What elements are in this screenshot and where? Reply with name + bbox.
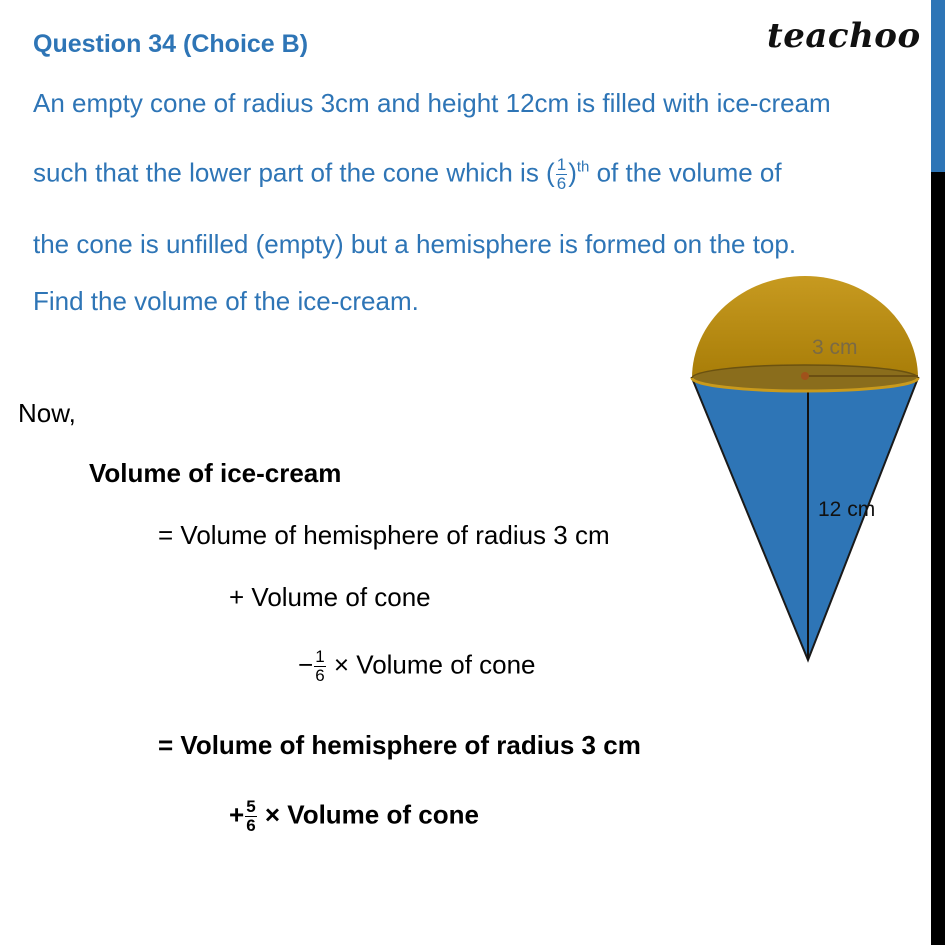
plus-sign: +	[229, 799, 245, 830]
teachoo-logo: teachoo	[767, 16, 921, 56]
minus-sign: −	[298, 649, 314, 680]
radius-label: 3 cm	[812, 336, 858, 359]
cone-body	[692, 378, 918, 660]
question-line-2-superscript: th	[576, 158, 590, 176]
fraction-numerator: 5	[246, 797, 256, 816]
question-line-2-close: )	[568, 157, 577, 188]
equation-line-2: + Volume of cone	[229, 582, 431, 612]
center-point	[801, 372, 809, 380]
question-line-4: Find the volume of the ice-cream.	[33, 286, 419, 316]
question-line-1: An empty cone of radius 3cm and height 12cm is filled with ice-cream	[33, 88, 831, 118]
solution-heading: Volume of ice-cream	[89, 458, 342, 488]
fraction-denominator: 6	[315, 666, 325, 685]
equation-line-3-text: × Volume of cone	[326, 649, 536, 680]
equation-line-1: = Volume of hemisphere of radius 3 cm	[158, 520, 610, 550]
question-line-2-end: of the volume of	[589, 157, 782, 188]
question-line-2-start: such that the lower part of the cone which is (	[33, 157, 555, 188]
fraction-denominator: 6	[246, 816, 256, 835]
equation-line-5-text: × Volume of cone	[257, 799, 479, 830]
hemisphere	[692, 276, 918, 378]
question-title: Question 34 (Choice B)	[33, 30, 309, 58]
fraction-denominator: 6	[556, 174, 567, 193]
height-label: 12 cm	[818, 498, 876, 521]
question-line-3: the cone is unfilled (empty) but a hemisphere is formed on the top.	[33, 229, 797, 259]
fraction-numerator: 1	[315, 647, 325, 666]
fraction-numerator: 1	[556, 155, 567, 174]
now-label: Now,	[18, 398, 76, 428]
equation-line-4: = Volume of hemisphere of radius 3 cm	[158, 730, 641, 760]
